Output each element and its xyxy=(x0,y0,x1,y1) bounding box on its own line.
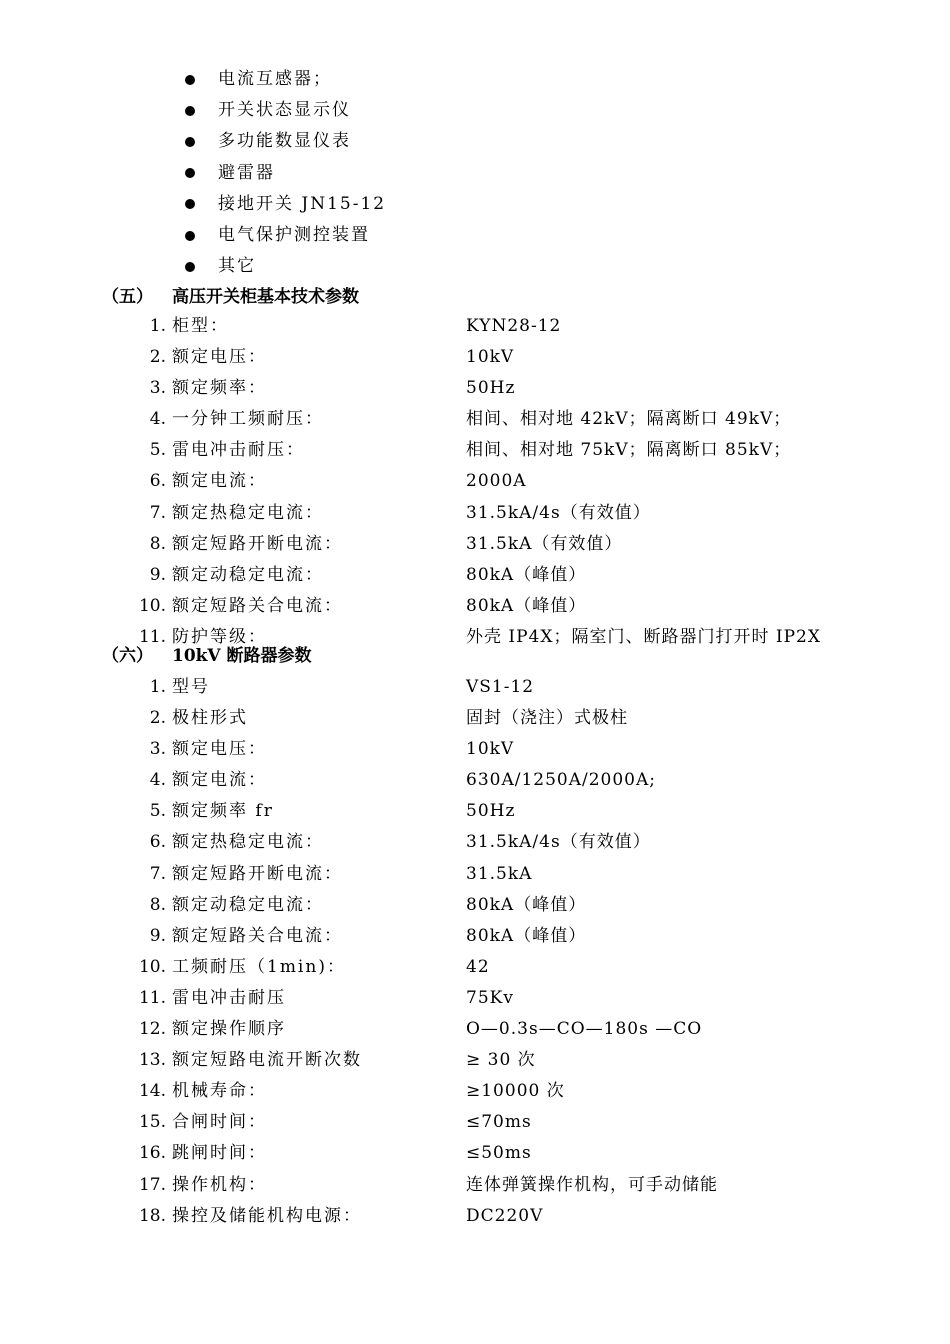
param-label: 操作机构： xyxy=(172,1174,267,1195)
param-label: 型号 xyxy=(172,677,210,697)
param-number: 7. xyxy=(149,502,166,523)
param-label: 额定短路电流开断次数 xyxy=(172,1050,362,1071)
param-label: 雷电冲击耐压 xyxy=(172,987,286,1008)
param-value: DC220V xyxy=(466,1205,544,1226)
param-row xyxy=(128,591,888,622)
param-label: 合闸时间： xyxy=(172,1112,267,1133)
param-label: 额定电压： xyxy=(172,739,267,760)
param-row xyxy=(128,529,888,560)
param-number: 16. xyxy=(138,1143,166,1164)
param-number: 11. xyxy=(138,626,166,647)
param-label: 操控及储能机构电源： xyxy=(172,1205,362,1226)
param-value: 10kV xyxy=(466,739,515,760)
param-value: 31.5kA（有效值） xyxy=(466,533,623,554)
param-row xyxy=(128,765,888,796)
bullet-dot-icon xyxy=(185,137,195,147)
bullet-dot-icon xyxy=(185,106,195,116)
param-value: 固封（浇注）式极柱 xyxy=(466,708,628,729)
section-heading-switchgear xyxy=(102,282,359,312)
param-label: 额定短路开断电流： xyxy=(172,533,343,554)
param-value: 42 xyxy=(466,956,490,977)
param-row xyxy=(128,373,888,404)
param-label: 防护等级： xyxy=(172,626,267,647)
param-row xyxy=(128,921,888,952)
param-row xyxy=(128,1201,888,1232)
param-label: 额定电流： xyxy=(172,770,267,791)
breaker-param-list xyxy=(128,672,888,1232)
bullet-dot-icon xyxy=(185,262,195,272)
param-label: 额定短路关合电流： xyxy=(172,925,343,946)
param-value: 80kA（峰值） xyxy=(466,925,587,946)
param-number: 6. xyxy=(149,832,166,853)
bullet-text: 多功能数显仪表 xyxy=(218,131,351,152)
param-number: 12. xyxy=(138,1019,166,1040)
param-value: KYN28-12 xyxy=(466,316,562,336)
param-row xyxy=(128,672,888,703)
param-number: 7. xyxy=(149,863,166,884)
bullet-dot-icon xyxy=(185,168,195,178)
param-row xyxy=(128,404,888,435)
param-row xyxy=(128,983,888,1014)
param-value: 连体弹簧操作机构，可手动储能 xyxy=(466,1174,718,1195)
param-label: 额定电压： xyxy=(172,347,267,368)
param-row xyxy=(128,827,888,858)
param-label: 柜型： xyxy=(172,316,229,336)
param-number: 8. xyxy=(149,894,166,915)
param-value: 80kA（峰值） xyxy=(466,595,587,616)
param-label: 额定短路开断电流： xyxy=(172,863,343,884)
param-value: 31.5kA/4s（有效值） xyxy=(466,832,651,853)
param-label: 额定动稳定电流： xyxy=(172,564,324,585)
section-number: （六） xyxy=(102,646,153,666)
param-number: 2. xyxy=(149,708,166,729)
bullet-item xyxy=(180,126,386,157)
param-value: 31.5kA/4s（有效值） xyxy=(466,502,651,523)
param-number: 13. xyxy=(138,1050,166,1071)
param-number: 1. xyxy=(149,677,166,697)
param-number: 9. xyxy=(149,564,166,585)
param-label: 额定操作顺序 xyxy=(172,1019,286,1040)
param-row xyxy=(128,1170,888,1201)
param-number: 4. xyxy=(149,770,166,791)
param-number: 1. xyxy=(149,316,166,336)
param-row xyxy=(128,498,888,529)
param-row xyxy=(128,1014,888,1045)
bullet-item xyxy=(180,158,386,189)
param-row xyxy=(128,734,888,765)
param-number: 5. xyxy=(149,801,166,822)
section-title: 高压开关柜基本技术参数 xyxy=(172,287,359,307)
param-value: ≤70ms xyxy=(466,1112,532,1133)
param-label: 额定电流： xyxy=(172,471,267,492)
param-row xyxy=(128,560,888,591)
param-value: 50Hz xyxy=(466,378,516,399)
param-value: ≤50ms xyxy=(466,1143,532,1164)
section-title: 10kV 断路器参数 xyxy=(172,646,312,666)
param-value: ≥10000 次 xyxy=(466,1081,565,1102)
param-row xyxy=(128,1045,888,1076)
param-row xyxy=(128,703,888,734)
param-label: 机械寿命： xyxy=(172,1081,267,1102)
param-number: 11. xyxy=(138,987,166,1008)
param-label: 额定热稳定电流： xyxy=(172,832,324,853)
param-row xyxy=(128,342,888,373)
bullet-text: 接地开关 JN15-12 xyxy=(218,193,387,214)
param-number: 4. xyxy=(149,409,166,430)
param-value: ≥ 30 次 xyxy=(466,1050,536,1071)
param-label: 一分钟工频耐压： xyxy=(172,409,324,430)
param-number: 6. xyxy=(149,471,166,492)
param-number: 15. xyxy=(138,1112,166,1133)
bullet-text: 其它 xyxy=(218,256,256,277)
component-bullet-list xyxy=(180,64,386,282)
param-number: 10. xyxy=(138,595,166,616)
section-number: （五） xyxy=(102,287,153,307)
param-label: 额定频率 fr xyxy=(172,801,274,822)
param-label: 工频耐压（1min)： xyxy=(172,956,346,977)
bullet-dot-icon xyxy=(185,199,195,209)
param-number: 14. xyxy=(138,1081,166,1102)
bullet-item xyxy=(180,95,386,126)
param-value: 80kA（峰值） xyxy=(466,894,587,915)
bullet-text: 避雷器 xyxy=(218,162,275,183)
param-row xyxy=(128,1076,888,1107)
param-number: 10. xyxy=(138,956,166,977)
param-label: 额定频率： xyxy=(172,378,267,399)
param-label: 跳闸时间： xyxy=(172,1143,267,1164)
param-row xyxy=(128,952,888,983)
bullet-dot-icon xyxy=(185,75,195,85)
bullet-item xyxy=(180,64,386,95)
bullet-text: 开关状态显示仪 xyxy=(218,100,351,121)
param-value: 相间、相对地 42kV；隔离断口 49kV； xyxy=(466,409,792,430)
param-value: VS1-12 xyxy=(466,677,535,697)
param-number: 3. xyxy=(149,739,166,760)
param-row xyxy=(128,859,888,890)
param-label: 额定动稳定电流： xyxy=(172,894,324,915)
param-value: 10kV xyxy=(466,347,515,368)
param-row xyxy=(128,435,888,466)
param-row xyxy=(128,311,888,342)
param-label: 额定短路关合电流： xyxy=(172,595,343,616)
param-row xyxy=(128,1138,888,1169)
bullet-dot-icon xyxy=(185,231,195,241)
param-value: 31.5kA xyxy=(466,863,533,884)
param-value: 外壳 IP4X；隔室门、断路器门打开时 IP2X xyxy=(466,626,821,647)
param-row xyxy=(128,890,888,921)
param-label: 极柱形式 xyxy=(172,708,248,729)
param-row xyxy=(128,796,888,827)
bullet-item xyxy=(180,251,386,282)
switchgear-param-list xyxy=(128,311,888,653)
bullet-text: 电气保护测控装置 xyxy=(218,224,370,245)
param-label: 雷电冲击耐压： xyxy=(172,440,305,461)
param-value: 50Hz xyxy=(466,801,516,822)
param-value: 2000A xyxy=(466,471,527,492)
param-value: 相间、相对地 75kV；隔离断口 85kV； xyxy=(466,440,792,461)
param-number: 8. xyxy=(149,533,166,554)
param-value: 80kA（峰值） xyxy=(466,564,587,585)
param-row xyxy=(128,1107,888,1138)
param-label: 额定热稳定电流： xyxy=(172,502,324,523)
param-number: 2. xyxy=(149,347,166,368)
bullet-text: 电流互感器； xyxy=(218,69,332,89)
bullet-item xyxy=(180,189,386,220)
param-number: 17. xyxy=(138,1174,166,1195)
param-value: 630A/1250A/2000A; xyxy=(466,770,656,791)
param-number: 18. xyxy=(138,1205,166,1226)
section-heading-breaker xyxy=(102,641,312,671)
param-number: 5. xyxy=(149,440,166,461)
param-value: O—0.3s—CO—180s —CO xyxy=(466,1019,703,1040)
bullet-item xyxy=(180,220,386,251)
param-value: 75Kv xyxy=(466,987,514,1008)
param-row xyxy=(128,466,888,497)
param-number: 9. xyxy=(149,925,166,946)
param-number: 3. xyxy=(149,378,166,399)
